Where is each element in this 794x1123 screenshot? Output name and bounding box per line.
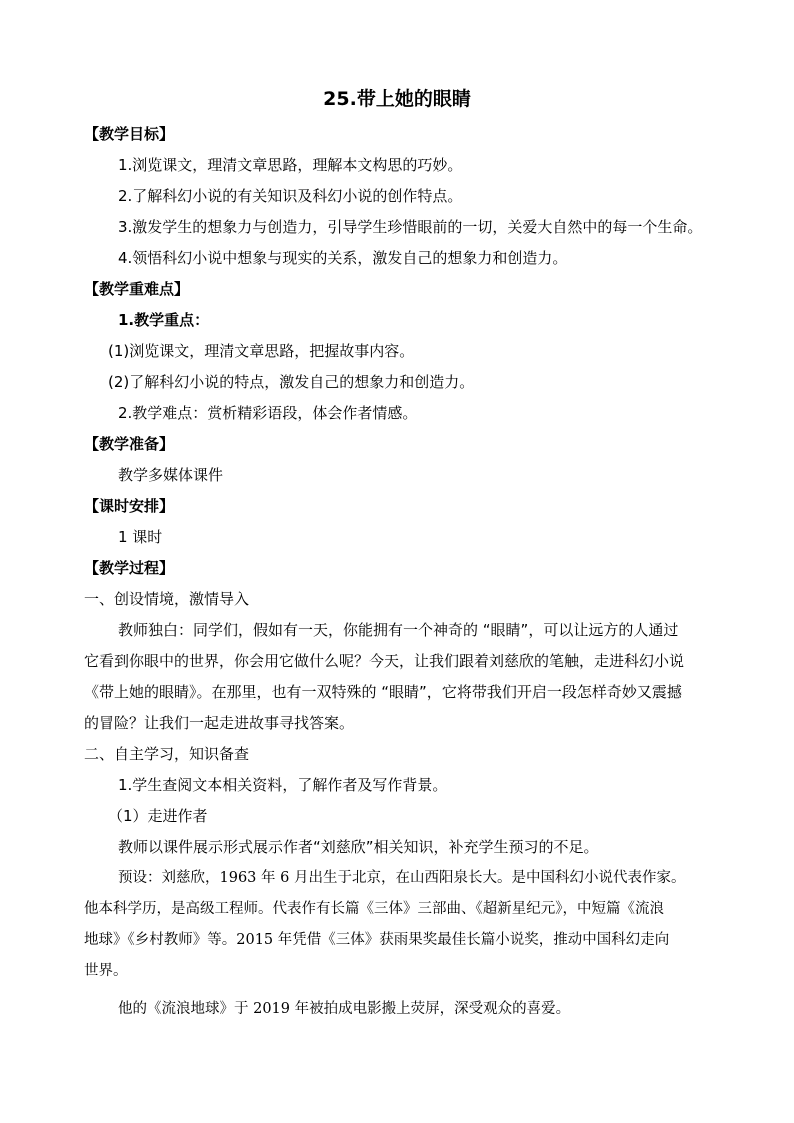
paragraph-line: 它看到你眼中的世界，你会用它做什么呢？今天，让我们跟着刘慈欣的笔触，走进科幻小说	[84, 652, 685, 670]
goal-item: 4.领悟科幻小说中想象与现实的关系，激发自己的想象力和创造力。	[118, 249, 568, 267]
goal-item: 3.激发学生的想象力与创造力，引导学生珍惜眼前的一切，关爱大自然中的每一个生命。	[118, 218, 703, 236]
paragraph-line: 他本科学历，是高级工程师。代表作有长篇《三体》三部曲、《超新星纪元》，中短篇《流浪	[84, 901, 664, 917]
paragraph-line: 世界。	[84, 963, 128, 979]
sub-heading: （1）走进作者	[108, 807, 208, 825]
document-title: 25.带上她的眼睛	[323, 88, 471, 110]
section-heading-key-points: 【教学重难点】	[84, 280, 190, 298]
section-heading-prep: 【教学准备】	[84, 435, 175, 453]
paragraph-line: 教师独白：同学们，假如有一天，你能拥有一个神奇的 “眼睛”，可以让远方的人通过	[118, 621, 679, 639]
paragraph-line: 地球》《乡村教师》等。2015 年凭借《三体》获雨果奖最佳长篇小说奖，推动中国科幻走向	[84, 932, 670, 948]
difficult-point: 2.教学难点：赏析精彩语段，体会作者情感。	[118, 404, 418, 422]
paragraph-line: 教师以课件展示形式展示作者“刘慈欣”相关知识，补充学生预习的不足。	[118, 838, 599, 856]
paragraph-line: 他的《流浪地球》于 2019 年被拍成电影搬上荧屏，深受观众的喜爱。	[118, 1001, 571, 1017]
list-item: 1.学生查阅文本相关资料，了解作者及写作背景。	[118, 776, 448, 794]
paragraph-line: 《带上她的眼睛》。在那里，也有一双特殊的 “眼睛”，它将带我们开启一段怎样奇妙又震撼	[84, 683, 682, 701]
key-point-label: 1.教学重点：	[118, 311, 210, 329]
goal-item: 1.浏览课文，理清文章思路，理解本文构思的巧妙。	[118, 156, 463, 174]
section-heading-goals: 【教学目标】	[84, 125, 175, 143]
goal-item: 2.了解科幻小说的有关知识及科幻小说的创作特点。	[118, 187, 463, 205]
section-heading-schedule: 【课时安排】	[84, 497, 175, 515]
key-point-item: (2)了解科幻小说的特点，激发自己的想象力和创造力。	[108, 373, 475, 391]
key-point-item: (1)浏览课文，理清文章思路，把握故事内容。	[108, 342, 415, 360]
prep-text: 教学多媒体课件	[118, 466, 224, 484]
section-heading-process: 【教学过程】	[84, 559, 175, 577]
paragraph-line: 的冒险？让我们一起走进故事寻找答案。	[84, 714, 355, 732]
schedule-text: 1 课时	[118, 528, 163, 546]
step-heading: 二、自主学习，知识备查	[84, 745, 250, 763]
paragraph-line: 预设：刘慈欣，1963 年 6 月出生于北京，在山西阳泉长大。是中国科幻小说代表作家。	[118, 870, 686, 886]
step-heading: 一、创设情境，激情导入	[84, 590, 250, 608]
